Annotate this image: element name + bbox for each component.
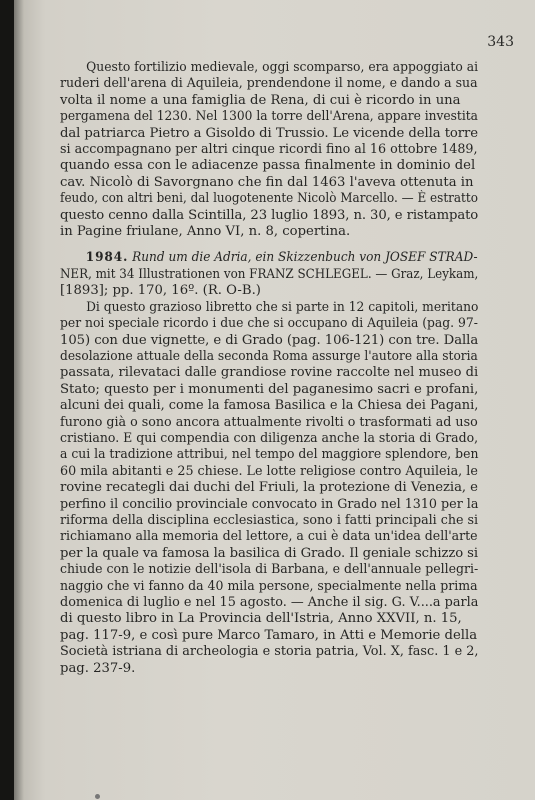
text-line: pergamena del 1230. Nel 1300 la torre dell'Arena, appare investita: [60, 109, 478, 125]
page-text: [60, 60, 478, 677]
text-line: si accompagnano per altri cinque ricordi fino al 16 ottobre 1489,: [60, 142, 478, 158]
page-speck: [95, 794, 100, 799]
text-line: rovine recategli dai duchi del Friuli, la protezione di Venezia, e: [60, 480, 478, 496]
text-line: questo cenno dalla Scintilla, 23 luglio 1893, n. 30, e ristampato: [60, 207, 479, 223]
text-line: passata, rilevataci dalle grandiose rovine raccolte nel museo di: [60, 365, 479, 381]
paragraph-1: [60, 60, 478, 240]
page-number: 343: [487, 34, 514, 50]
text-line: desolazione attuale della seconda Roma assurge l'autore alla storia: [60, 348, 478, 364]
text-line: domenica di luglio e nel 15 agosto. — Anche il sig. G. V....a parla: [60, 595, 479, 610]
text-line: richiamano alla memoria del lettore, a cui è data un'idea dell'arte: [60, 529, 478, 545]
text-line: in Pagine friulane, Anno VI, n. 8, copertina.: [60, 224, 351, 240]
text-line: di questo libro in La Provincia dell'Istria, Anno XXVII, n. 15,: [60, 611, 462, 627]
text-line: 105) con due vignette, e di Grado (pag. 106-121) con tre. Dalla: [60, 332, 479, 348]
text-line: dal patriarca Pietro a Gisoldo di Trussio. Le vicende della torre: [60, 125, 478, 141]
entry-heading-line: [1893]; pp. 170, 16º. (R. O-B.): [60, 283, 261, 299]
text-line: volta il nome a una famiglia de Rena, di cui è ricordo in una: [60, 92, 461, 108]
text-line: per noi speciale ricordo i due che si occupano di Aquileia (pag. 97-: [60, 316, 478, 332]
text-line: furono già o sono ancora attualmente rivolti o trasformati ad uso: [60, 414, 478, 430]
text-line: cristiano. E qui compendia con diligenza anche la storia di Grado,: [60, 430, 479, 446]
bibliography-entry: [60, 250, 478, 677]
entry-heading-line: NER, mit 34 Illustrationen von FRANZ SCHLEGEL. — Graz, Leykam,: [60, 266, 479, 282]
text-line: 60 mila abitanti e 25 chiese. Le lotte religiose contro Aquileia, le: [60, 463, 478, 479]
text-line: a cui la tradizione attribui, nel tempo del maggiore splendore, ben: [60, 447, 479, 463]
text-line: pag. 117-9, e così pure Marco Tamaro, in Atti e Memorie della: [60, 627, 478, 643]
spine-shadow: [14, 0, 24, 800]
text-line: Stato; questo per i monumenti del paganesimo sacri e profani,: [60, 381, 479, 397]
text-line: ruderi dell'arena di Aquileia, prendendone il nome, e dando a sua: [60, 76, 478, 92]
entry-title-line: Rund um die Adria, ein Skizzenbuch von JOSEF STRAD-: [132, 250, 478, 266]
entry-heading-line: [60, 250, 478, 266]
text-line: per la quale va famosa la basilica di Grado. Il geniale schizzo si: [60, 545, 478, 561]
text-line: Questo fortilizio medievale, oggi scomparso, era appoggiato ai: [86, 60, 479, 75]
text-line: chiude con le notizie dell'isola di Barbana, e dell'annuale pellegri-: [60, 562, 479, 578]
text-line: Società istriana di archeologia e storia patria, Vol. X, fasc. 1 e 2,: [60, 644, 479, 660]
text-line: quando essa con le adiacenze passa finalmente in dominio del: [60, 158, 476, 174]
text-line: feudo, con altri beni, dal luogotenente Nicolò Marcello. — È estratto: [60, 191, 478, 207]
text-line: Di questo grazioso libretto che si parte in 12 capitoli, meritano: [86, 299, 479, 315]
text-line: perfino il concilio provinciale convocato in Grado nel 1310 per la: [60, 496, 479, 512]
text-line: pag. 237-9.: [60, 660, 136, 676]
text-line: naggio che vi fanno da 40 mila persone, specialmente nella prima: [60, 578, 478, 594]
text-line: riforma della disciplina ecclesiastica, sono i fatti principali che si: [60, 512, 479, 528]
entry-number: 1984.: [85, 250, 129, 266]
text-line: alcuni dei quali, come la famosa Basilica e la Chiesa dei Pagani,: [60, 398, 479, 414]
text-line: cav. Nicolò di Savorgnano che fin dal 1463 l'aveva ottenuta in: [60, 174, 474, 190]
